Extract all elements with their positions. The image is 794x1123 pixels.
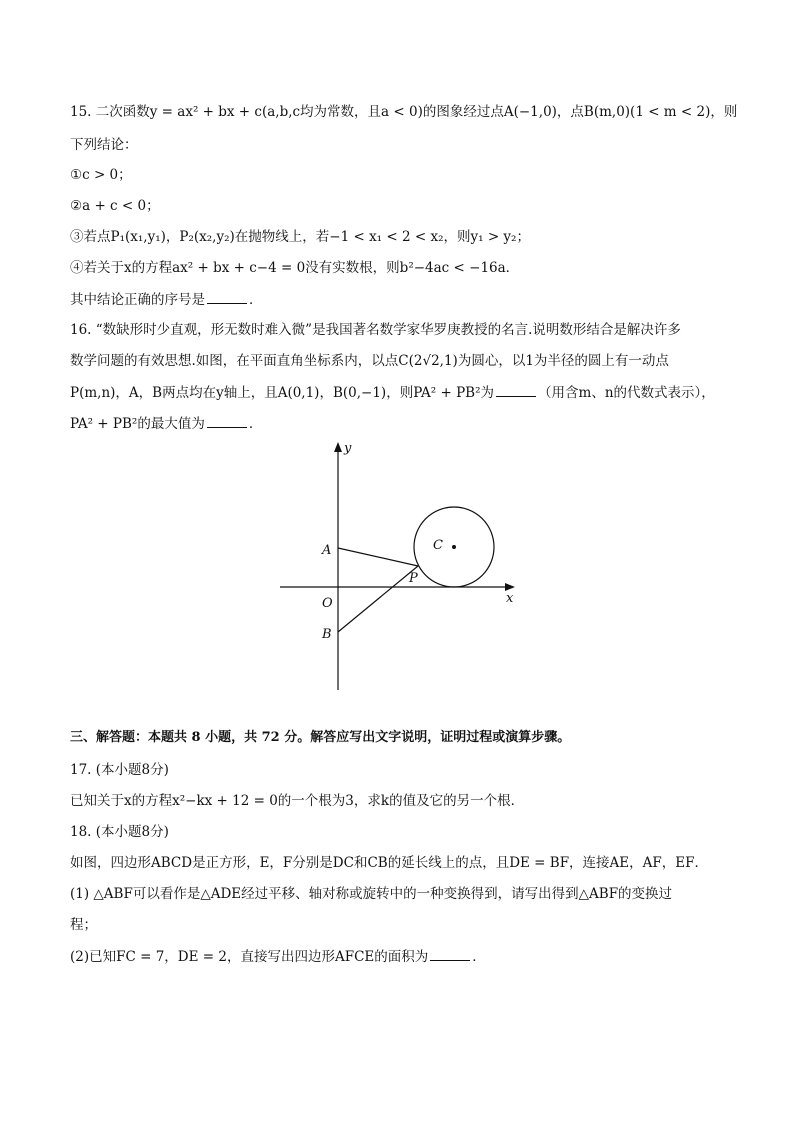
- q15-answer-blank[interactable]: [207, 289, 247, 304]
- q16-line3: [70, 382, 720, 403]
- q16-line4-suffix: ．: [248, 416, 263, 432]
- segment-pa: [338, 548, 418, 566]
- q15-option-1: ①c > 0；: [70, 167, 132, 183]
- q15-answer-suffix: ．: [249, 292, 263, 308]
- q18-part1-line2: 程；: [70, 917, 97, 933]
- label-x: x: [506, 591, 514, 606]
- q18-answer-blank[interactable]: [430, 946, 470, 961]
- q15-line2: 下列结论：: [70, 137, 138, 153]
- q15-option-4: ④若关于x的方程ax² + bx + c−4 = 0没有实数根，则b²−4ac < −16a．: [70, 260, 520, 276]
- label-c: C: [433, 538, 443, 553]
- label-a: A: [322, 543, 332, 558]
- q17-body: 已知关于x的方程x²−kx + 12 = 0的一个根为3，求k的值及它的另一个根．: [70, 793, 525, 809]
- label-y: y: [344, 441, 352, 456]
- q16-line4-prefix: PA² + PB²的最大值为: [70, 416, 205, 432]
- q18-part1-line1: (1) △ABF可以看作是△ADE经过平移、轴对称或旋转中的一种变换得到，请写出得到△ABF的变换过: [70, 886, 673, 902]
- section3-heading: 三、解答题：本题共 8 小题，共 72 分。解答应写出文字说明，证明过程或演算步骤。: [70, 730, 571, 745]
- label-p: P: [409, 571, 418, 586]
- label-o: O: [322, 596, 333, 611]
- q18-body: 如图，四边形ABCD是正方形，E，F分别是DC和CB的延长线上的点，且DE = BF，连接AE，AF，EF．: [70, 855, 708, 871]
- label-b: B: [322, 627, 332, 642]
- q17-title: 17. (本小题8分): [70, 762, 169, 778]
- q16-line3-prefix: P(m,n)，A，B两点均在y轴上，且A(0,1)，B(0,−1)，则PA² + PB²为: [70, 385, 495, 401]
- q16-blank-1[interactable]: [496, 382, 536, 397]
- q18-title: 18. (本小题8分): [70, 824, 169, 840]
- q16-line2: 数学问题的有效思想.如图，在平面直角坐标系内，以点C(2√2,1)为圆心，以1为半径的圆上有一动点: [70, 353, 669, 369]
- q16-blank-2[interactable]: [207, 413, 247, 428]
- figure-svg: [270, 436, 530, 696]
- q16-line1: 16. “数缺形时少直观，形无数时难入微”是我国著名数学家华罗庚教授的名言.说明数形结合是解决许多: [70, 322, 681, 338]
- q16-line3-suffix: （用含m、n的代数式表示），: [538, 385, 715, 401]
- q15-option-3: ③若点P₁(x₁,y₁)，P₂(x₂,y₂)在抛物线上，若−1 < x₁ < 2 < x₂，则y₁ > y₂；: [70, 229, 530, 245]
- q18-part2: [70, 946, 720, 967]
- q15-line1: 15. 二次函数y = ax² + bx + c(a,b,c均为常数，且a < 0)的图象经过点A(−1,0)，点B(m,0)(1 < m < 2)，则: [70, 104, 738, 120]
- segment-pb: [338, 566, 418, 632]
- x-axis-arrow: [505, 583, 515, 591]
- q15-answer-line: [70, 289, 720, 310]
- q18-part2-prefix: (2)已知FC = 7，DE = 2，直接写出四边形AFCE的面积为: [70, 949, 429, 965]
- q15-answer-prefix: 其中结论正确的序号是: [70, 292, 205, 308]
- coordinate-figure: [270, 436, 530, 700]
- q16-line4: [70, 413, 720, 434]
- center-point-c: [452, 545, 456, 549]
- q15-option-2: ②a + c < 0；: [70, 198, 160, 214]
- q18-part2-suffix: ．: [472, 949, 486, 965]
- y-axis-arrow: [334, 442, 342, 452]
